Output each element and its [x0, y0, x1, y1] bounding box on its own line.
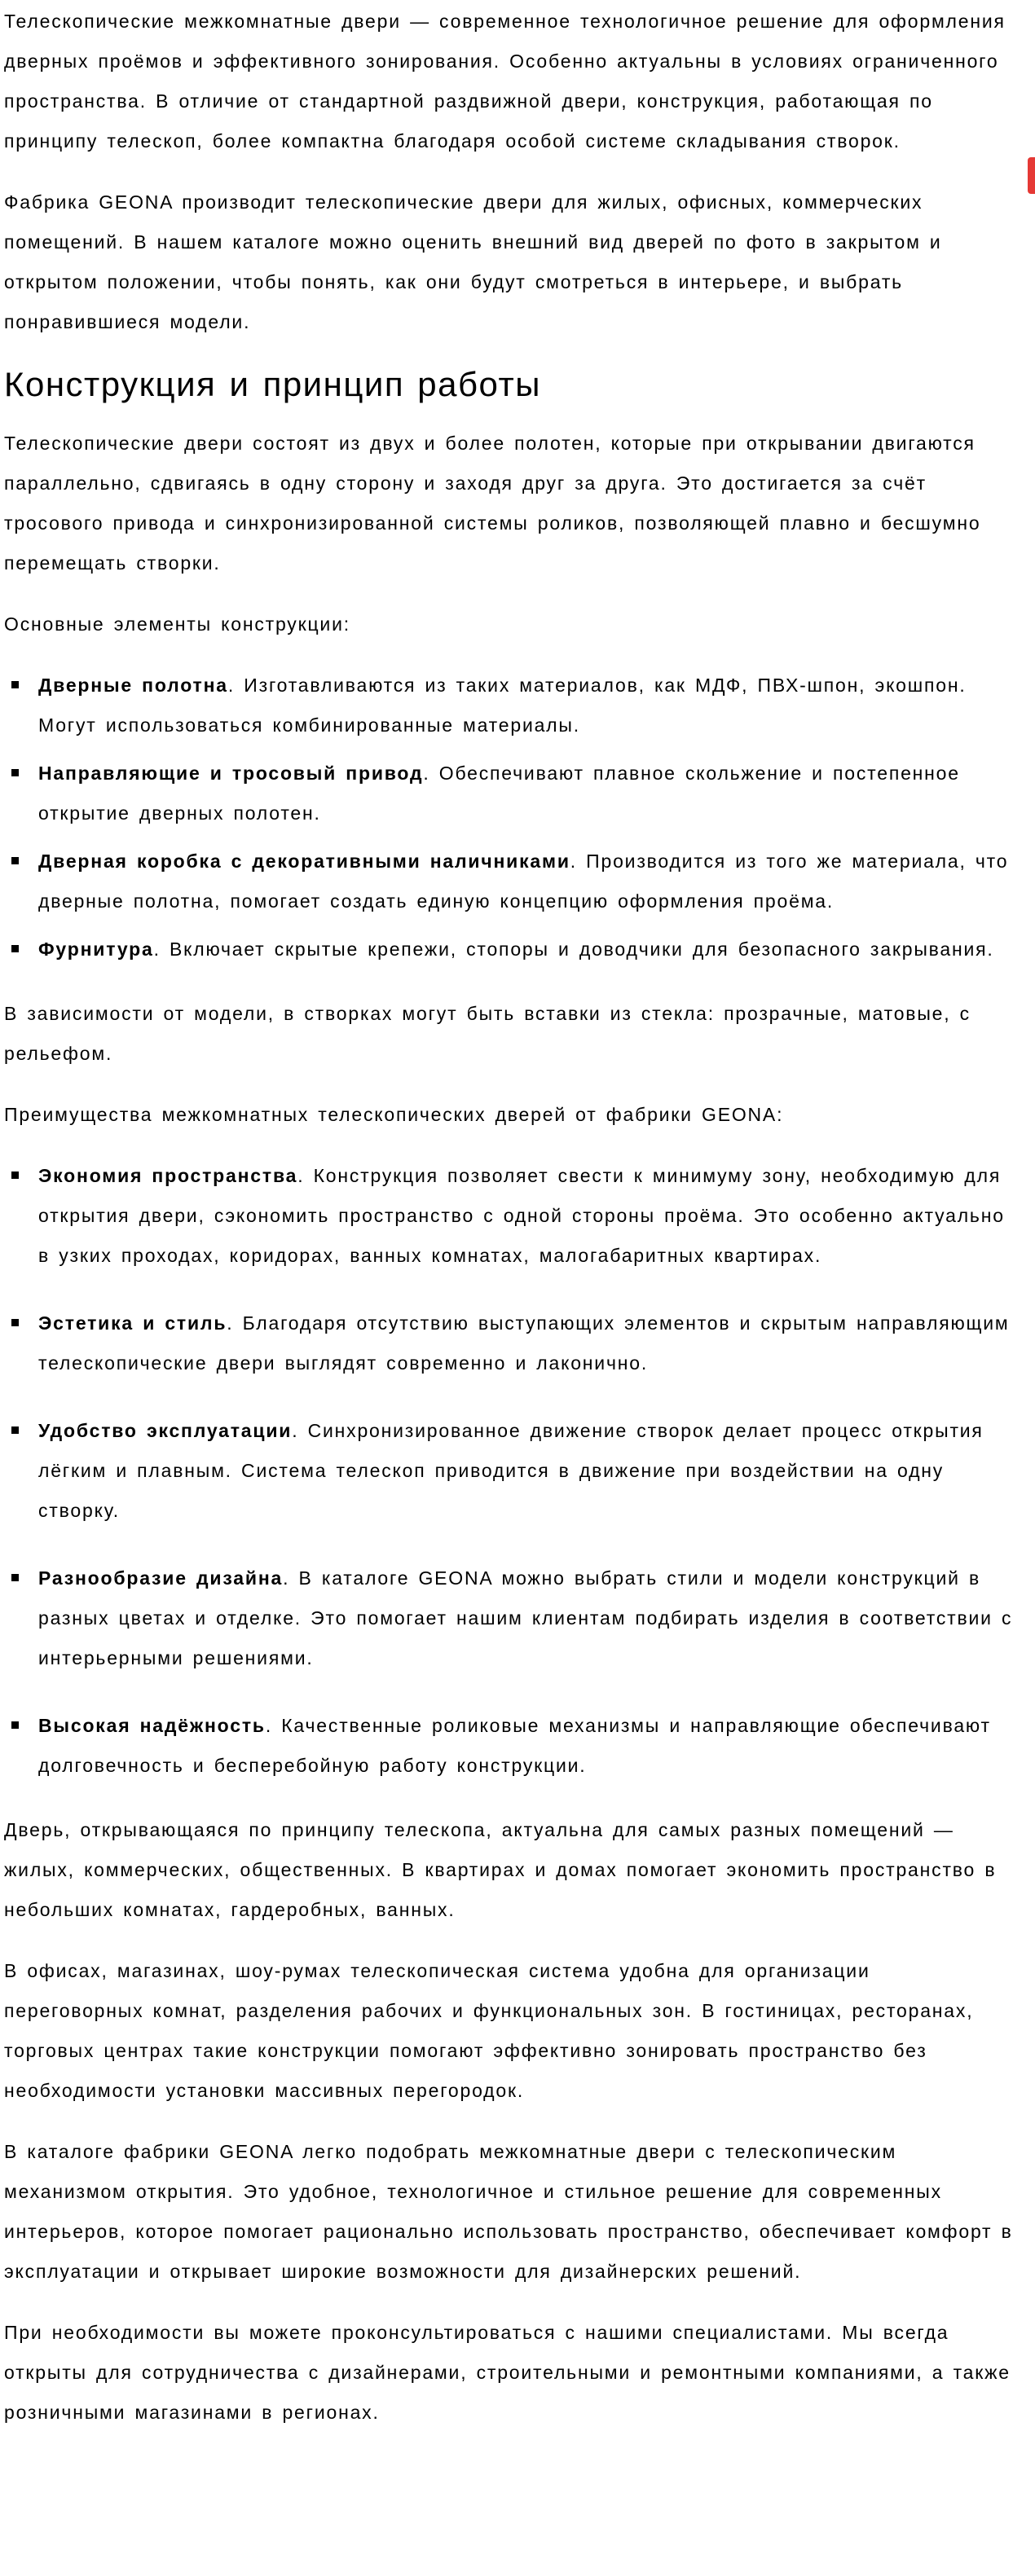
square-bullet-icon [11, 1319, 19, 1326]
closing-paragraph-2: В офисах, магазинах, шоу-румах телескопическая система удобна для организации переговорных комнат, разделения рабочих и функциональных зон. В гостиницах, ресторанах, торговых центрах такие конструкции помогают эффективно зонировать пространство без необходимости установки массивных перегородок. [4, 1960, 974, 2101]
list-item [4, 842, 1017, 921]
list-item [4, 1558, 1017, 1678]
list-item [4, 1706, 1017, 1786]
glass-paragraph: В зависимости от модели, в створках могут быть вставки из стекла: прозрачные, матовые, с рельефом. [4, 1003, 971, 1064]
closing-paragraph-1: Дверь, открывающаяся по принципу телескопа, актуальна для самых разных помещений — жилых, коммерческих, общественных. В квартирах и домах помогает экономить пространство в небольших комнатах, гардеробных, ванных. [4, 1819, 997, 1920]
square-bullet-icon [11, 769, 19, 776]
list-item-term: Фурнитура [38, 939, 154, 960]
list-item-term: Высокая надёжность [38, 1715, 266, 1736]
intro-paragraph-1: Телескопические межкомнатные двери — современное технологичное решение для оформления дверных проёмов и эффективного зонирования. Особенно актуальны в условиях ограниченного пространства. В отличие от стандартной раздвижной двери, конструкция, работающая по принципу телескоп, более компактна благодаря особой системе складывания створок. [4, 11, 1006, 152]
list-item-text: . Производится из того же материала, что дверные полотна, помогает создать единую концепцию оформления проёма. [38, 851, 1009, 912]
list-item-text: . Обеспечивают плавное скольжение и постепенное открытие дверных полотен. [38, 763, 960, 824]
square-bullet-icon [11, 857, 19, 864]
principle-paragraph: Телескопические двери состоят из двух и более полотен, которые при открывании двигаются параллельно, сдвигаясь в одну сторону и заходя друг за друга. Это достигается за счёт тросового привода и синхронизированной системы роликов, позволяющей плавно и бесшумно перемещать створки. [4, 433, 981, 574]
list-item-text: . Включает скрытые крепежи, стопоры и доводчики для безопасного закрывания. [153, 939, 994, 960]
list-item-text: . Качественные роликовые механизмы и направляющие обеспечивают долговечность и бесперебойную работу конструкции. [38, 1715, 991, 1776]
closing-paragraph-3: В каталоге фабрики GEONA легко подобрать межкомнатные двери с телескопическим механизмом открытия. Это удобное, технологичное и стильное решение для современных интерьеров, которое помогает рационально использовать пространство, обеспечивает комфорт в эксплуатации и открывает широкие возможности для дизайнерских решений. [4, 2141, 1013, 2282]
list-item-term: Экономия пространства [38, 1165, 298, 1186]
elements-intro: Основные элементы конструкции: [4, 613, 350, 635]
advantages-intro: Преимущества межкомнатных телескопических дверей от фабрики GEONA: [4, 1104, 784, 1125]
list-item-term: Удобство эксплуатации [38, 1420, 293, 1441]
square-bullet-icon [11, 1172, 19, 1179]
list-item-text: . Конструкция позволяет свести к минимуму зону, необходимую для открытия двери, сэкономить пространство с одной стороны проёма. Это особенно актуально в узких проходах, коридорах, ванных комнатах, малогабаритных квартирах. [38, 1165, 1005, 1266]
elements-list [4, 666, 1017, 969]
square-bullet-icon [11, 1574, 19, 1581]
section-heading: Конструкция и принцип работы [4, 365, 541, 403]
square-bullet-icon [11, 681, 19, 688]
list-item-text: . В каталоге GEONA можно выбрать стили и модели конструкций в разных цветах и отделке. Это помогает нашим клиентам подбирать изделия в соответствии с интерьерными решениями. [38, 1567, 1013, 1668]
red-edge-tab[interactable] [1028, 157, 1035, 194]
list-item-term: Дверные полотна [38, 675, 228, 696]
list-item-term: Эстетика и стиль [38, 1312, 227, 1334]
list-item [4, 666, 1017, 745]
square-bullet-icon [11, 1426, 19, 1434]
list-item [4, 754, 1017, 833]
list-item-term: Разнообразие дизайна [38, 1567, 284, 1589]
list-item [4, 1411, 1017, 1531]
list-item-term: Дверная коробка с декоративными наличниками [38, 851, 570, 872]
list-item [4, 1303, 1017, 1383]
intro-paragraph-2: Фабрика GEONA производит телескопические двери для жилых, офисных, коммерческих помещений. В нашем каталоге можно оценить внешний вид дверей по фото в закрытом и открытом положении, чтобы понять, как они будут смотреться в интерьере, и выбрать понравившиеся модели. [4, 191, 942, 332]
list-item-text: . Изготавливаются из таких материалов, как МДФ, ПВХ-шпон, экошпон. Могут использоваться комбинированные материалы. [38, 675, 967, 736]
advantages-list [4, 1156, 1017, 1786]
list-item-term: Направляющие и тросовый привод [38, 763, 424, 784]
list-item [4, 1156, 1017, 1276]
list-item-text: . Синхронизированное движение створок делает процесс открытия лёгким и плавным. Система телескоп приводится в движение при воздействии на одну створку. [38, 1420, 984, 1521]
square-bullet-icon [11, 1721, 19, 1729]
closing-paragraph-4: При необходимости вы можете проконсультироваться с нашими специалистами. Мы всегда открыты для сотрудничества с дизайнерами, строительными и ремонтными компаниями, а также розничными магазинами в регионах. [4, 2322, 1011, 2423]
list-item [4, 930, 1017, 969]
square-bullet-icon [11, 945, 19, 952]
list-item-text: . Благодаря отсутствию выступающих элементов и скрытым направляющим телескопические двери выглядят современно и лаконично. [38, 1312, 1010, 1374]
